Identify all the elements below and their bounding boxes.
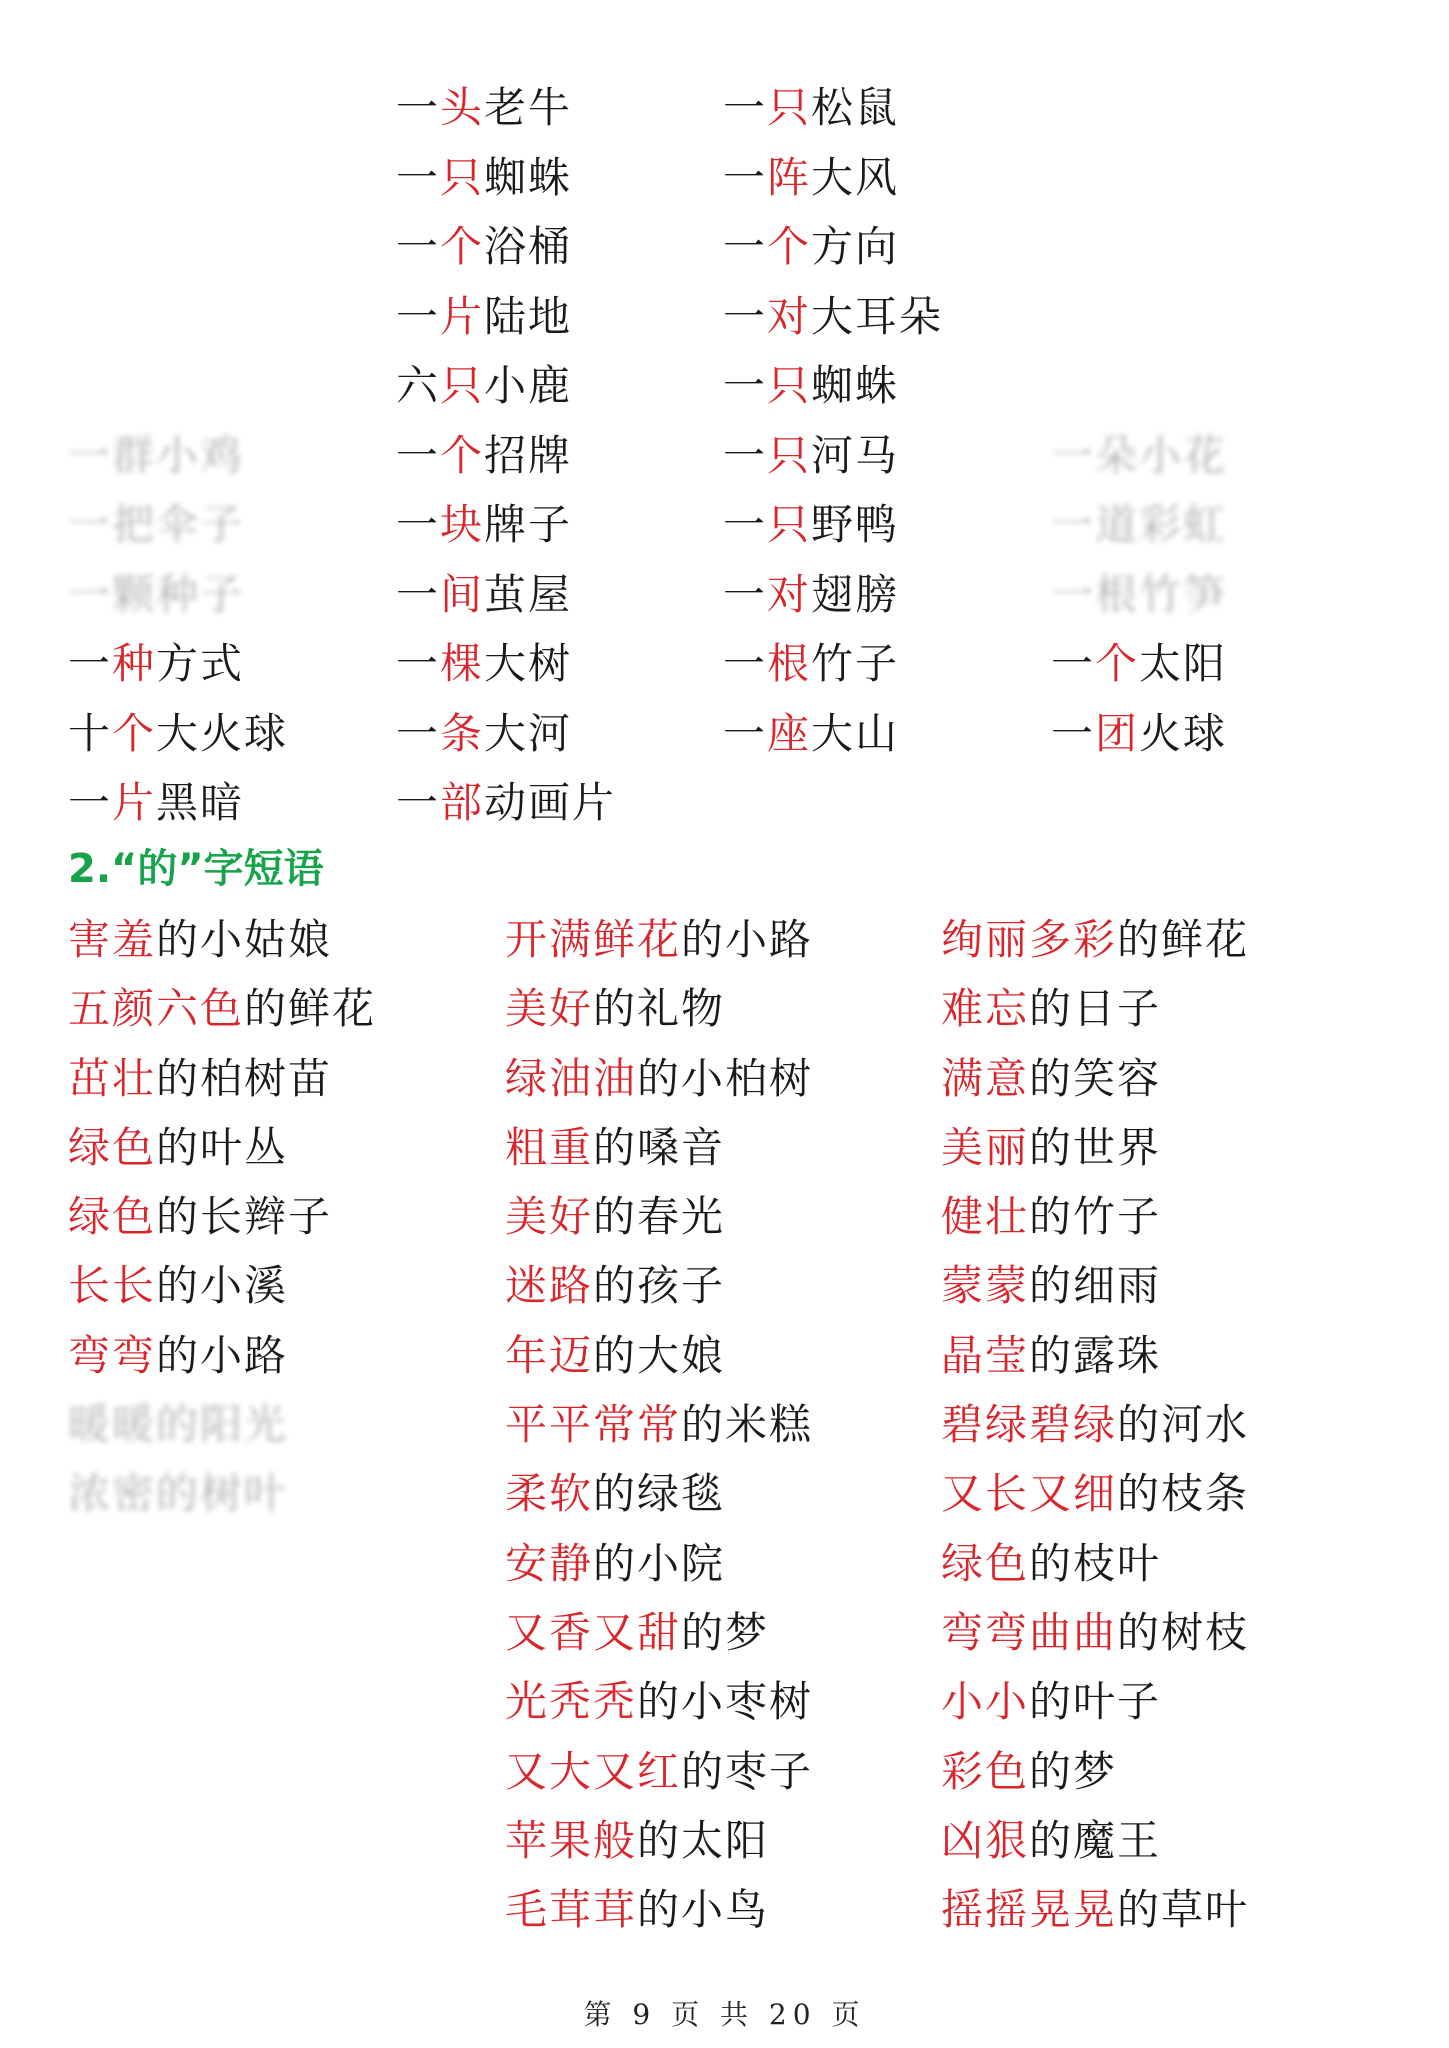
measure-word-row [68,221,1328,291]
de-phrase [941,1191,1249,1260]
numeral: 一 [723,569,768,619]
modifier-word: 毛茸茸 [505,1885,638,1935]
measure-word-phrase [1051,430,1227,482]
de-phrase [941,1122,1249,1191]
noun: 松鼠 [811,83,900,132]
modifier-word: 又香又甜 [505,1607,682,1657]
de-phrase [941,1746,1249,1815]
de-noun: 的日子 [1029,984,1162,1034]
numeral: 一 [723,430,768,480]
measure-word-phrase [1051,708,1227,760]
measure-word: 头 [440,83,485,132]
modifier-word: 平平常常 [505,1400,682,1450]
de-noun: 的春光 [593,1192,726,1242]
de-noun: 的大娘 [593,1330,726,1380]
measure-word: 种 [112,639,157,688]
measure-word-phrase [396,221,572,273]
modifier-word: 害羞 [68,915,157,964]
de-phrase [941,1468,1249,1537]
measure-word: 只 [767,430,812,480]
de-noun: 的米糕 [681,1400,814,1450]
de-noun: 的小鸟 [637,1885,770,1935]
measure-word: 只 [767,361,812,410]
de-phrase-column-1 [68,914,376,1538]
measure-word: 阵 [767,152,812,202]
de-noun: 的小枣树 [637,1677,814,1727]
modifier-word: 绚丽多彩 [941,915,1118,964]
blurred-phrase-text: 一颗种子 [68,569,245,619]
numeral: 十 [68,708,113,758]
de-phrase [505,1260,813,1329]
modifier-word: 弯弯曲曲 [941,1607,1118,1657]
de-noun: 的鲜花 [244,984,377,1034]
de-noun: 的鲜花 [1117,915,1250,964]
de-noun: 的嗓音 [593,1122,726,1172]
measure-word: 对 [767,569,812,619]
measure-word-row [68,638,1328,708]
numeral: 一 [396,569,441,619]
measure-word: 根 [767,639,812,688]
numeral: 一 [723,152,768,202]
de-noun: 的小姑娘 [156,915,333,964]
measure-word: 只 [767,500,812,549]
modifier-word: 长长 [68,1261,157,1311]
measure-word: 个 [1095,639,1140,688]
de-noun: 的河水 [1117,1400,1250,1450]
measure-word-row [68,82,1328,152]
de-phrase [505,1676,813,1745]
modifier-word: 五颜六色 [68,984,245,1034]
de-phrase [505,914,813,983]
measure-word-phrase [396,82,572,134]
numeral: 一 [396,639,441,688]
measure-word-phrase [723,430,899,482]
measure-word: 条 [440,708,485,758]
de-noun: 的长辫子 [156,1192,333,1242]
de-noun: 的露珠 [1029,1330,1162,1380]
modifier-word: 蒙蒙 [941,1261,1030,1311]
modifier-word: 茁壮 [68,1053,157,1103]
modifier-word: 绿色 [68,1122,157,1172]
de-noun: 的叶子 [1029,1677,1162,1727]
noun: 大耳朵 [811,291,944,341]
numeral: 一 [396,430,441,480]
numeral: 一 [723,708,768,758]
modifier-word: 摇摇晃晃 [941,1885,1118,1935]
measure-word: 对 [767,291,812,341]
de-phrase [505,1468,813,1537]
de-phrase [941,1053,1249,1122]
de-phrase [941,1676,1249,1745]
de-noun: 的小路 [156,1330,289,1380]
noun: 牌子 [484,500,573,549]
modifier-word: 美丽 [941,1122,1030,1172]
noun: 陆地 [484,291,573,341]
noun: 竹子 [811,639,900,688]
numeral: 一 [396,708,441,758]
measure-word: 片 [112,778,157,827]
modifier-word: 柔软 [505,1469,594,1519]
modifier-word: 晶莹 [941,1330,1030,1380]
blurred-phrase-text: 一道彩虹 [1051,500,1228,549]
de-phrase [941,1815,1249,1884]
de-phrase [68,1260,376,1329]
noun: 火球 [1139,708,1228,758]
de-phrase [68,1399,376,1468]
blurred-phrase-text: 一把伞子 [68,500,245,549]
measure-word: 只 [767,83,812,132]
de-phrase [505,1399,813,1468]
modifier-word: 苹果般 [505,1815,638,1865]
modifier-word: 美好 [505,1192,594,1242]
de-noun: 的树枝 [1117,1607,1250,1657]
numeral: 一 [723,639,768,688]
de-noun: 的笑容 [1029,1053,1162,1103]
noun: 太阳 [1139,639,1228,688]
noun: 黑暗 [156,778,245,827]
modifier-word: 开满鲜花 [505,915,682,964]
noun: 大风 [811,152,900,202]
measure-word-phrase [723,291,943,343]
measure-word-phrase [68,430,244,482]
de-noun: 的草叶 [1117,1885,1250,1935]
measure-word-grid [68,82,1328,847]
de-phrase [941,983,1249,1052]
noun: 大火球 [156,708,289,758]
measure-word-row [68,708,1328,778]
noun: 大山 [811,708,900,758]
measure-word-row [68,777,1328,847]
measure-word: 部 [440,778,485,827]
de-phrase [505,1884,813,1953]
modifier-word: 绿油油 [505,1053,638,1103]
measure-word-phrase [396,638,572,690]
modifier-word: 又长又细 [941,1469,1118,1519]
de-noun: 的细雨 [1029,1261,1162,1311]
measure-word-phrase [396,708,572,760]
de-noun: 的叶丛 [156,1122,289,1172]
measure-word-phrase [723,152,899,204]
blurred-phrase-text: 一群小鸡 [68,430,245,480]
measure-word-phrase [68,708,288,760]
de-phrase [68,1330,376,1399]
modifier-word: 年迈 [505,1330,594,1380]
section-title: 2.“的”字短语 [68,846,324,892]
measure-word-phrase [396,152,572,204]
noun: 大河 [484,708,573,758]
numeral: 一 [396,222,441,271]
measure-word: 棵 [440,639,485,688]
blurred-phrase-text: 暖暖的阳光 [68,1400,289,1450]
measure-word-row [68,360,1328,430]
de-phrase-column-2 [505,914,813,1953]
measure-word-phrase [396,291,572,343]
numeral: 一 [396,500,441,549]
modifier-word: 满意 [941,1053,1030,1103]
noun: 方向 [811,222,900,271]
numeral: 一 [723,83,768,132]
measure-word: 个 [112,708,157,758]
measure-word: 个 [440,222,485,271]
noun: 蜘蛛 [811,361,900,410]
de-phrase [68,1122,376,1191]
de-phrase [505,1330,813,1399]
de-noun: 的世界 [1029,1122,1162,1172]
measure-word-phrase [396,777,616,829]
measure-word: 团 [1095,708,1140,758]
noun: 招牌 [484,430,573,480]
de-phrase [505,1538,813,1607]
de-phrase [941,1330,1249,1399]
blurred-phrase-text: 一朵小花 [1051,430,1228,480]
de-noun: 的梦 [1029,1746,1118,1796]
measure-word-phrase [68,638,244,690]
de-noun: 的柏树苗 [156,1053,333,1103]
de-noun: 的太阳 [637,1815,770,1865]
measure-word-phrase [1051,638,1227,690]
de-noun: 的绿毯 [593,1469,726,1519]
measure-word-phrase [68,569,244,621]
de-phrase [68,914,376,983]
noun: 河马 [811,430,900,480]
measure-word-phrase [68,777,244,829]
noun: 蜘蛛 [484,152,573,202]
modifier-word: 弯弯 [68,1330,157,1380]
measure-word-phrase [723,708,899,760]
de-phrase [68,1468,376,1537]
modifier-word: 彩色 [941,1746,1030,1796]
measure-word: 个 [440,430,485,480]
measure-word-phrase [723,569,899,621]
measure-word: 只 [440,152,485,202]
measure-word-phrase [396,569,572,621]
noun: 老牛 [484,83,573,132]
numeral: 一 [68,639,113,688]
de-phrase [68,1191,376,1260]
measure-word-phrase [1051,569,1227,621]
de-phrase [941,1538,1249,1607]
de-noun: 的小院 [593,1538,726,1588]
measure-word-phrase [1051,499,1227,551]
de-phrase [505,1191,813,1260]
de-noun: 的小溪 [156,1261,289,1311]
modifier-word: 凶狠 [941,1815,1030,1865]
numeral: 一 [723,500,768,549]
measure-word: 间 [440,569,485,619]
numeral: 一 [723,361,768,410]
de-phrase [505,1815,813,1884]
measure-word-row [68,499,1328,569]
modifier-word: 又大又红 [505,1746,682,1796]
measure-word-phrase [396,499,572,551]
measure-word-phrase [723,221,899,273]
modifier-word: 粗重 [505,1122,594,1172]
modifier-word: 美好 [505,984,594,1034]
modifier-word: 绿色 [68,1192,157,1242]
de-phrase-column-3 [941,914,1249,1953]
modifier-word: 迷路 [505,1261,594,1311]
measure-word-row [68,430,1328,500]
measure-word: 座 [767,708,812,758]
noun: 动画片 [484,778,617,827]
de-phrase [505,1053,813,1122]
modifier-word: 碧绿碧绿 [941,1400,1118,1450]
noun: 小鹿 [484,361,573,410]
measure-word-phrase [723,82,899,134]
de-noun: 的魔王 [1029,1815,1162,1865]
modifier-word: 绿色 [941,1538,1030,1588]
numeral: 一 [396,778,441,827]
measure-word-row [68,291,1328,361]
de-phrase [68,983,376,1052]
de-phrase [505,1122,813,1191]
de-phrase [941,1884,1249,1953]
de-noun: 的梦 [681,1607,770,1657]
de-noun: 的枝叶 [1029,1538,1162,1588]
de-phrase [505,1746,813,1815]
modifier-word: 健壮 [941,1192,1030,1242]
numeral: 一 [68,778,113,827]
measure-word-phrase [396,430,572,482]
numeral: 一 [1051,639,1096,688]
de-noun: 的礼物 [593,984,726,1034]
numeral: 一 [396,152,441,202]
numeral: 六 [396,361,441,410]
measure-word-row [68,569,1328,639]
measure-word: 块 [440,500,485,549]
measure-word: 只 [440,361,485,410]
de-phrase [505,1607,813,1676]
noun: 野鸭 [811,500,900,549]
de-phrase [941,1399,1249,1468]
measure-word-phrase [723,499,899,551]
measure-word-phrase [396,360,572,412]
modifier-word: 难忘 [941,984,1030,1034]
blurred-phrase-text: 浓密的树叶 [68,1469,289,1519]
measure-word-phrase [68,499,244,551]
noun: 大树 [484,639,573,688]
noun: 茧屋 [484,569,573,619]
blurred-phrase-text: 一根竹笋 [1051,569,1228,619]
measure-word: 片 [440,291,485,341]
measure-word-phrase [723,638,899,690]
de-phrase [941,914,1249,983]
noun: 方式 [156,639,245,688]
de-phrase [68,1053,376,1122]
measure-word-phrase [723,360,899,412]
de-noun: 的枝条 [1117,1469,1250,1519]
de-noun: 的枣子 [681,1746,814,1796]
page-footer: 第 9 页 共 20 页 [583,1998,866,2031]
numeral: 一 [723,291,768,341]
numeral: 一 [396,83,441,132]
de-noun: 的孩子 [593,1261,726,1311]
measure-word: 个 [767,222,812,271]
noun: 浴桶 [484,222,573,271]
de-phrase [941,1260,1249,1329]
measure-word-row [68,152,1328,222]
de-phrase [505,983,813,1052]
modifier-word: 小小 [941,1677,1030,1727]
de-noun: 的小路 [681,915,814,964]
modifier-word: 安静 [505,1538,594,1588]
numeral: 一 [396,291,441,341]
noun: 翅膀 [811,569,900,619]
numeral: 一 [723,222,768,271]
de-phrase [941,1607,1249,1676]
numeral: 一 [1051,708,1096,758]
de-noun: 的竹子 [1029,1192,1162,1242]
modifier-word: 光秃秃 [505,1677,638,1727]
de-noun: 的小柏树 [637,1053,814,1103]
